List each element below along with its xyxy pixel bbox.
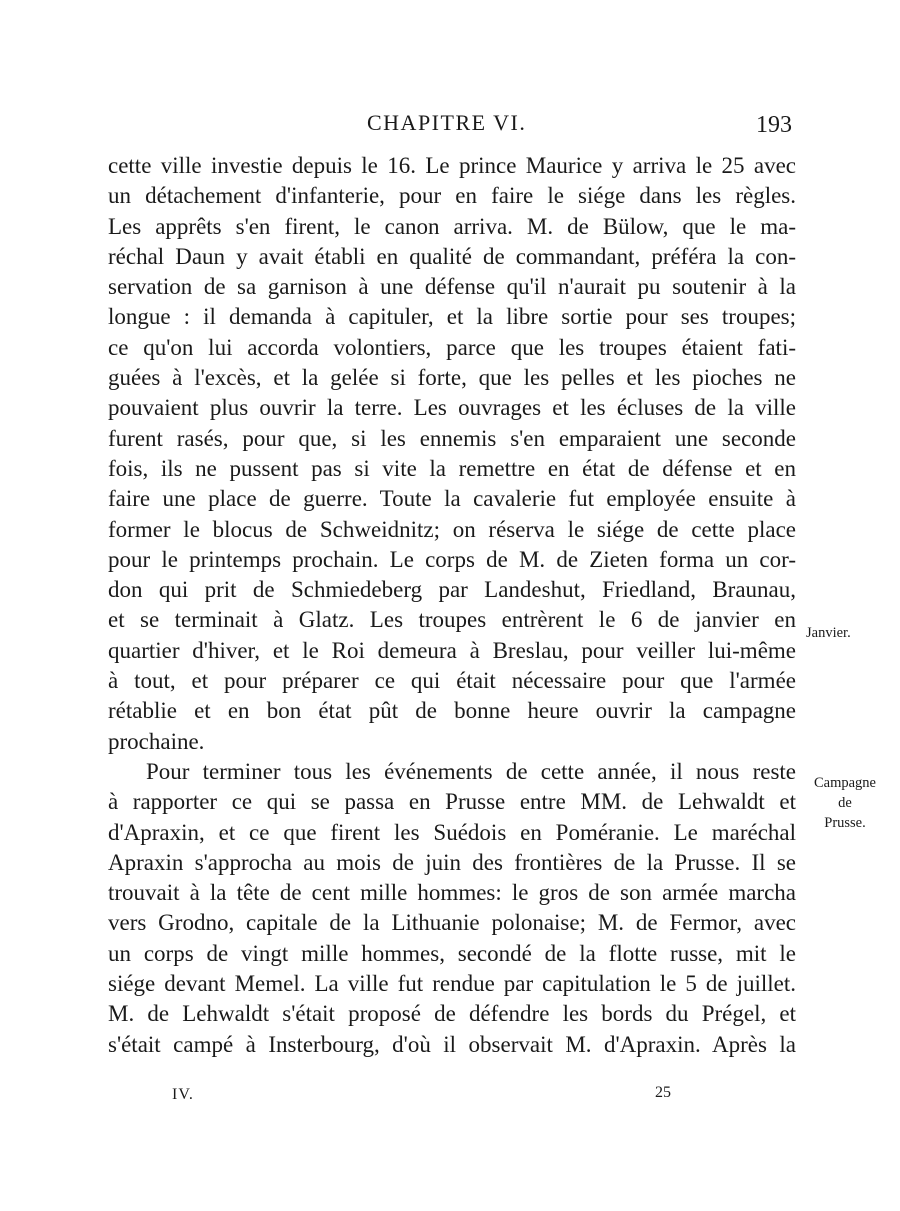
text-line: s'était campé à Insterbourg, d'où il observait M. d'Apraxin. Après la bbox=[108, 1031, 796, 1057]
text-line: servation de sa garnison à une défense qu'il n'aurait pu soutenir à la bbox=[108, 274, 796, 300]
text-line: pour le printemps prochain. Le corps de M. de Zieten forma un cor- bbox=[108, 546, 796, 572]
text-line: don qui prit de Schmiedeberg par Landeshut, Friedland, Braunau, bbox=[108, 577, 796, 603]
footer bbox=[0, 1086, 900, 1110]
text-line: Les apprêts s'en firent, le canon arriva. M. de Bülow, que le ma- bbox=[108, 213, 796, 239]
text-line: former le blocus de Schweidnitz; on réserva le siége de cette place bbox=[108, 516, 796, 542]
paragraph-start-line: Pour terminer tous les événements de cette année, il nous reste bbox=[146, 758, 796, 784]
text-line: longue : il demanda à capituler, et la libre sortie pour ses troupes; bbox=[108, 304, 796, 330]
text-line: quartier d'hiver, et le Roi demeura à Breslau, pour veiller lui-même bbox=[108, 637, 796, 663]
body-text bbox=[108, 151, 796, 1060]
margin-note-janvier: Janvier. bbox=[806, 625, 851, 641]
text-line: vers Grodno, capitale de la Lithuanie polonaise; M. de Fermor, avec bbox=[108, 910, 796, 936]
text-line: pouvaient plus ouvrir la terre. Les ouvrages et les écluses de la ville bbox=[108, 395, 796, 421]
text-line: furent rasés, pour que, si les ennemis s'en emparaient une seconde bbox=[108, 425, 796, 451]
text-line: un détachement d'infanterie, pour en faire le siége dans les règles. bbox=[108, 183, 796, 209]
text-line: M. de Lehwaldt s'était proposé de défendre les bords du Prégel, et bbox=[108, 1001, 796, 1027]
text-line: guées à l'excès, et la gelée si forte, que les pelles et les pioches ne bbox=[108, 365, 796, 391]
text-line: à rapporter ce qui se passa en Prusse entre MM. de Lehwaldt et bbox=[108, 789, 796, 815]
signature-mark: IV. bbox=[172, 1086, 194, 1103]
margin-note-line: Campagne bbox=[813, 775, 876, 791]
paragraph-end-line: prochaine. bbox=[108, 728, 205, 754]
text-line: faire une place de guerre. Toute la cavalerie fut employée ensuite à bbox=[108, 486, 796, 512]
text-line: et se terminait à Glatz. Les troupes entrèrent le 6 de janvier en bbox=[108, 607, 796, 633]
text-line: Apraxin s'approcha au mois de juin des frontières de la Prusse. Il se bbox=[108, 849, 796, 875]
text-line: siége devant Memel. La ville fut rendue par capitulation le 5 de juillet. bbox=[108, 971, 796, 997]
margin-note-line: de bbox=[838, 795, 852, 811]
margin-note-campagne bbox=[803, 773, 887, 833]
text-line: fois, ils ne pussent pas si vite la remettre en état de défense et en bbox=[108, 455, 796, 481]
text-line: trouvait à la tête de cent mille hommes: le gros de son armée marcha bbox=[108, 880, 796, 906]
margin-note-line: Prusse. bbox=[824, 815, 866, 831]
text-line: réchal Daun y avait établi en qualité de commandant, préféra la con- bbox=[108, 243, 796, 269]
sheet-number: 25 bbox=[655, 1084, 671, 1101]
text-line: à tout, et pour préparer ce qui était nécessaire pour que l'armée bbox=[108, 668, 796, 694]
text-line: rétablie et en bon état pût de bonne heure ouvrir la campagne bbox=[108, 698, 796, 724]
text-line: cette ville investie depuis le 16. Le prince Maurice y arriva le 25 avec bbox=[108, 153, 796, 178]
text-line: d'Apraxin, et ce que firent les Suédois en Poméranie. Le maréchal bbox=[108, 819, 796, 845]
page-number: 193 bbox=[756, 112, 792, 138]
running-title: CHAPITRE VI. bbox=[367, 110, 527, 135]
text-line: ce qu'on lui accorda volontiers, parce que les troupes étaient fati- bbox=[108, 334, 796, 360]
text-line: un corps de vingt mille hommes, secondé de la flotte russe, mit le bbox=[108, 940, 796, 966]
running-head bbox=[0, 110, 900, 140]
